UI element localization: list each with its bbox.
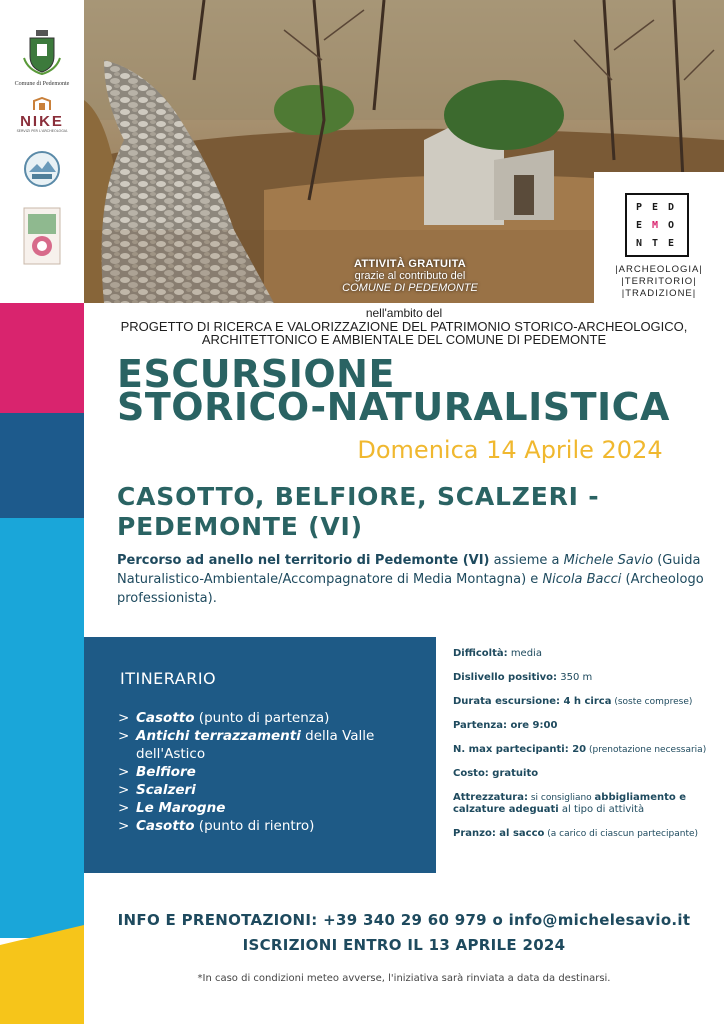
event-details — [453, 648, 713, 852]
arrow-icon: > — [118, 710, 130, 726]
detail-duration — [453, 696, 713, 708]
detail-value: 350 m — [557, 672, 593, 683]
detail-value: media — [507, 648, 542, 659]
detail-label: Attrezzatura: — [453, 792, 528, 803]
stripe-navy — [0, 413, 84, 518]
detail-lunch — [453, 828, 713, 840]
stop-name: Scalzeri — [136, 782, 196, 798]
project-intro: nell'ambito del — [365, 306, 443, 320]
nike-emblem-icon — [32, 97, 52, 111]
brand-letter: M — [652, 220, 659, 231]
brand-letter: P — [636, 202, 643, 213]
project-line-1: PROGETTO DI RICERCA E VALORIZZAZIONE DEL PATRIMONIO STORICO-ARCHEOLOGICO, — [120, 319, 688, 334]
detail-label: Costo: gratuito — [453, 768, 539, 779]
arrow-icon: > — [118, 800, 130, 816]
stop-note: (punto di partenza) — [194, 710, 330, 726]
stop-name: Casotto — [136, 818, 195, 834]
description-route: Percorso ad anello nel territorio di Pedemonte (VI) — [117, 553, 490, 568]
itinerary-stop — [118, 727, 418, 763]
detail-label: Pranzo: al sacco — [453, 828, 545, 839]
brand-letter: O — [668, 220, 675, 231]
detail-note: (prenotazione necessaria) — [586, 745, 707, 755]
stripe-cyan — [0, 518, 84, 938]
event-description — [117, 551, 707, 608]
brand-letter: E — [636, 220, 643, 231]
free-activity-note — [310, 258, 510, 294]
itinerary-stop — [118, 763, 418, 781]
registration-deadline: ISCRIZIONI ENTRO IL 13 APRILE 2024 — [242, 936, 566, 954]
detail-note: si consigliano — [527, 793, 595, 803]
nike-logo — [0, 96, 84, 133]
event-title-line1: ESCURSIONE — [117, 352, 395, 396]
booking-info: INFO E PRENOTAZIONI: +39 340 29 60 979 o info@michelesavio.it — [117, 911, 691, 929]
brand-tag-territorio: |TERRITORIO| — [621, 276, 697, 287]
brand-letter: E — [668, 238, 675, 249]
arrow-icon: > — [118, 818, 130, 834]
stop-name: Antichi terrazzamenti — [136, 728, 301, 744]
brand-letter: T — [652, 238, 659, 249]
detail-note: (a carico di ciascun partecipante) — [544, 829, 699, 839]
pro-loco-logo — [0, 206, 84, 270]
stop-name: Belfiore — [136, 764, 196, 780]
stop-name: Casotto — [136, 710, 195, 726]
stripe-yellow — [0, 925, 84, 1024]
event-location-line2: PEDEMONTE (VI) — [117, 512, 363, 541]
archaeologist-name: Nicola Bacci — [542, 572, 622, 587]
description-text: (Archeologo professionista). — [117, 572, 704, 606]
detail-elevation — [453, 672, 713, 684]
nike-caption: SERVIZI PER L'ARCHEOLOGIA — [16, 129, 68, 133]
detail-start — [453, 720, 713, 732]
brand-letter: E — [652, 202, 659, 213]
brand-letter: D — [668, 202, 675, 213]
detail-max-participants — [453, 744, 713, 756]
brand-tag-tradizione: |TRADIZIONE| — [621, 288, 697, 299]
description-text: assieme a — [489, 553, 564, 568]
detail-difficulty — [453, 648, 713, 660]
arrow-icon: > — [118, 782, 130, 798]
arrow-icon: > — [118, 764, 130, 780]
detail-note: (soste comprese) — [611, 697, 693, 707]
itinerary-stop — [118, 817, 418, 835]
event-date: Domenica 14 Aprile 2024 — [357, 436, 663, 464]
stop-note: (punto di rientro) — [194, 818, 315, 834]
event-title-line2: STORICO-NATURALISTICA — [117, 385, 670, 429]
free-activity-title: ATTIVITÀ GRATUITA — [353, 258, 467, 270]
description-text: (Guida Naturalistico-Ambientale/Accompagnatore di Media Montagna) e — [117, 553, 701, 587]
detail-equipment — [453, 792, 713, 816]
itinerary-list — [118, 709, 418, 835]
detail-label: N. max partecipanti: 20 — [453, 744, 587, 755]
weather-disclaimer: *In caso di condizioni meteo avverse, l'iniziativa sarà rinviata a data da destinarsi. — [197, 973, 611, 984]
pedemonte-letter-grid — [627, 196, 689, 258]
brand-letter: N — [636, 238, 643, 249]
detail-label: Dislivello positivo: — [453, 672, 558, 683]
seal-icon — [23, 150, 61, 188]
itinerary-stop — [118, 709, 418, 727]
free-activity-line3: COMUNE DI PEDEMONTE — [342, 282, 478, 294]
detail-note: al tipo di attività — [558, 804, 645, 815]
project-line-2: ARCHITETTONICO E AMBIENTALE DEL COMUNE DI PEDEMONTE — [201, 332, 607, 347]
coat-of-arms-icon — [22, 28, 62, 76]
comune-logo — [0, 28, 84, 87]
arrow-icon: > — [118, 728, 130, 744]
detail-emphasis: abbigliamento e calzature adeguati — [453, 792, 687, 815]
detail-cost — [453, 768, 713, 780]
seal-logo — [0, 150, 84, 192]
pedemonte-brand — [594, 172, 724, 303]
itinerary-heading: ITINERARIO — [120, 669, 217, 688]
itinerary-stop — [118, 799, 418, 817]
brand-tag-archeologia: |ARCHEOLOGIA| — [615, 264, 703, 275]
detail-label: Difficoltà: — [453, 648, 508, 659]
detail-label: Partenza: ore 9:00 — [453, 720, 558, 731]
partner-logos — [0, 0, 84, 303]
event-location — [117, 482, 717, 542]
free-activity-line2: grazie al contributo del — [354, 270, 466, 282]
event-location-line1: CASOTTO, BELFIORE, SCALZERI - — [117, 482, 600, 511]
itinerary-stop — [118, 781, 418, 799]
guide-name: Michele Savio — [563, 553, 654, 568]
comune-caption: Comune di Pedemonte — [14, 81, 70, 87]
stop-note: della Valle dell'Astico — [136, 728, 375, 762]
stop-name: Le Marogne — [136, 800, 226, 816]
itinerary-panel — [84, 637, 436, 873]
pro-loco-icon — [22, 206, 62, 266]
detail-label: Durata escursione: 4 h circa — [453, 696, 612, 707]
event-title — [117, 352, 717, 429]
project-context — [84, 307, 724, 346]
stripe-magenta — [0, 303, 84, 413]
nike-name: NIKE — [20, 113, 64, 130]
